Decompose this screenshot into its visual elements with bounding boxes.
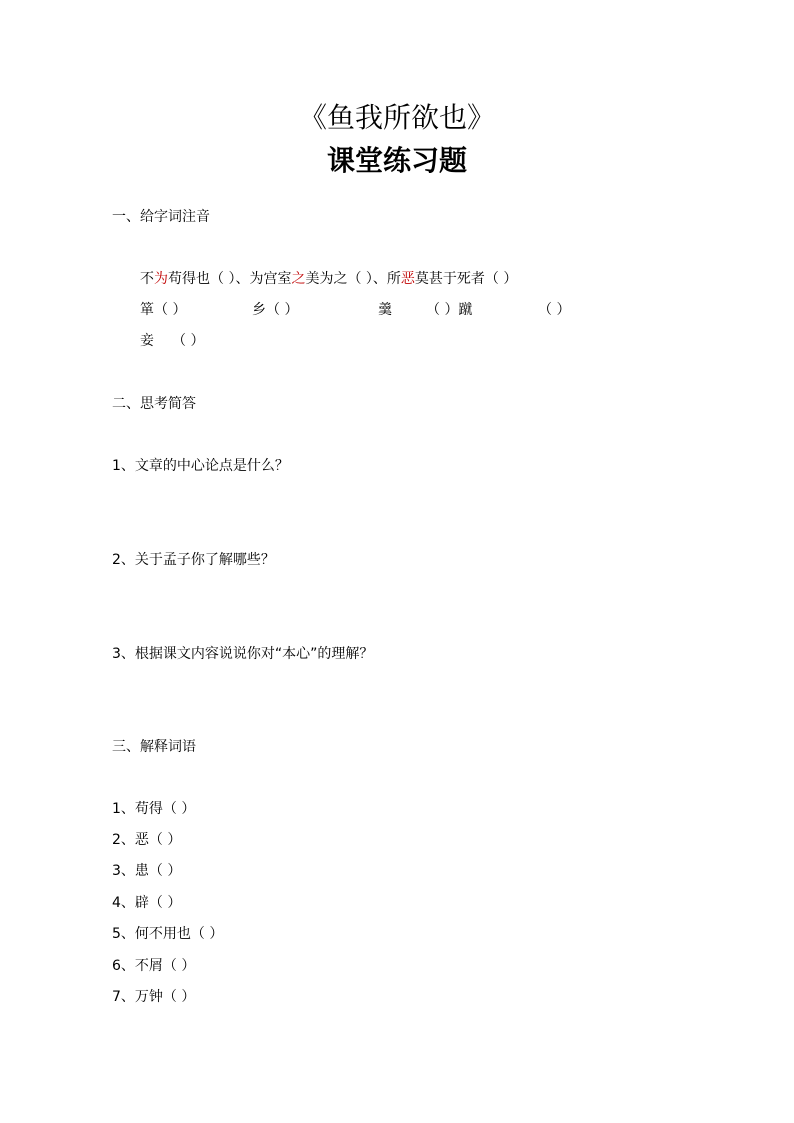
row1-text-1: 不 [140,271,154,287]
title-line-2: 课堂练习题 [326,144,467,177]
row1-text-2: 苟得也（ ）、为宫室 [168,271,292,287]
section-2-heading: 二、思考简答 [112,396,196,412]
row3-item-1: 妾 [140,333,154,349]
vocab-item-7: 7、万钟（ ） [112,989,196,1005]
vocab-item-6: 6、不屑（ ） [112,958,196,974]
title-line-1: 《鱼我所欲也》 [298,101,495,134]
vocab-item-4: 4、辟（ ） [112,895,182,911]
section-3-heading: 三、解释词语 [112,739,196,755]
row1-highlight-1: 为 [154,271,168,287]
row1-highlight-2: 之 [291,271,306,287]
row2-item-5: （ ） [538,302,571,318]
row2-item-1: 箪（ ） [140,302,187,318]
vocab-item-3: 3、患（ ） [112,863,182,879]
question-3: 3、根据课文内容说说你对“本心”的理解？ [112,646,374,662]
row1-text-3: 美为之（ ）、所 [305,271,401,287]
question-2: 2、关于孟子你了解哪些？ [112,552,275,568]
question-1: 1、文章的中心论点是什么？ [112,458,289,474]
row3-item-2: （ ） [172,333,205,349]
phonetic-row-1 [140,270,517,288]
vocab-item-2: 2、恶（ ） [112,832,182,848]
section-1-heading: 一、给字词注音 [112,209,210,225]
row1-highlight-3: 恶 [400,271,415,287]
vocab-item-1: 1、苟得（ ） [112,801,196,817]
row2-item-2: 乡（ ） [252,302,299,318]
row1-text-4: 莫甚于死者（ ） [414,271,518,287]
row2-item-4: （ ）蹴 [426,302,473,318]
vocab-item-5: 5、何不用也（ ） [112,926,224,942]
row2-item-3: 羹 [378,302,392,318]
